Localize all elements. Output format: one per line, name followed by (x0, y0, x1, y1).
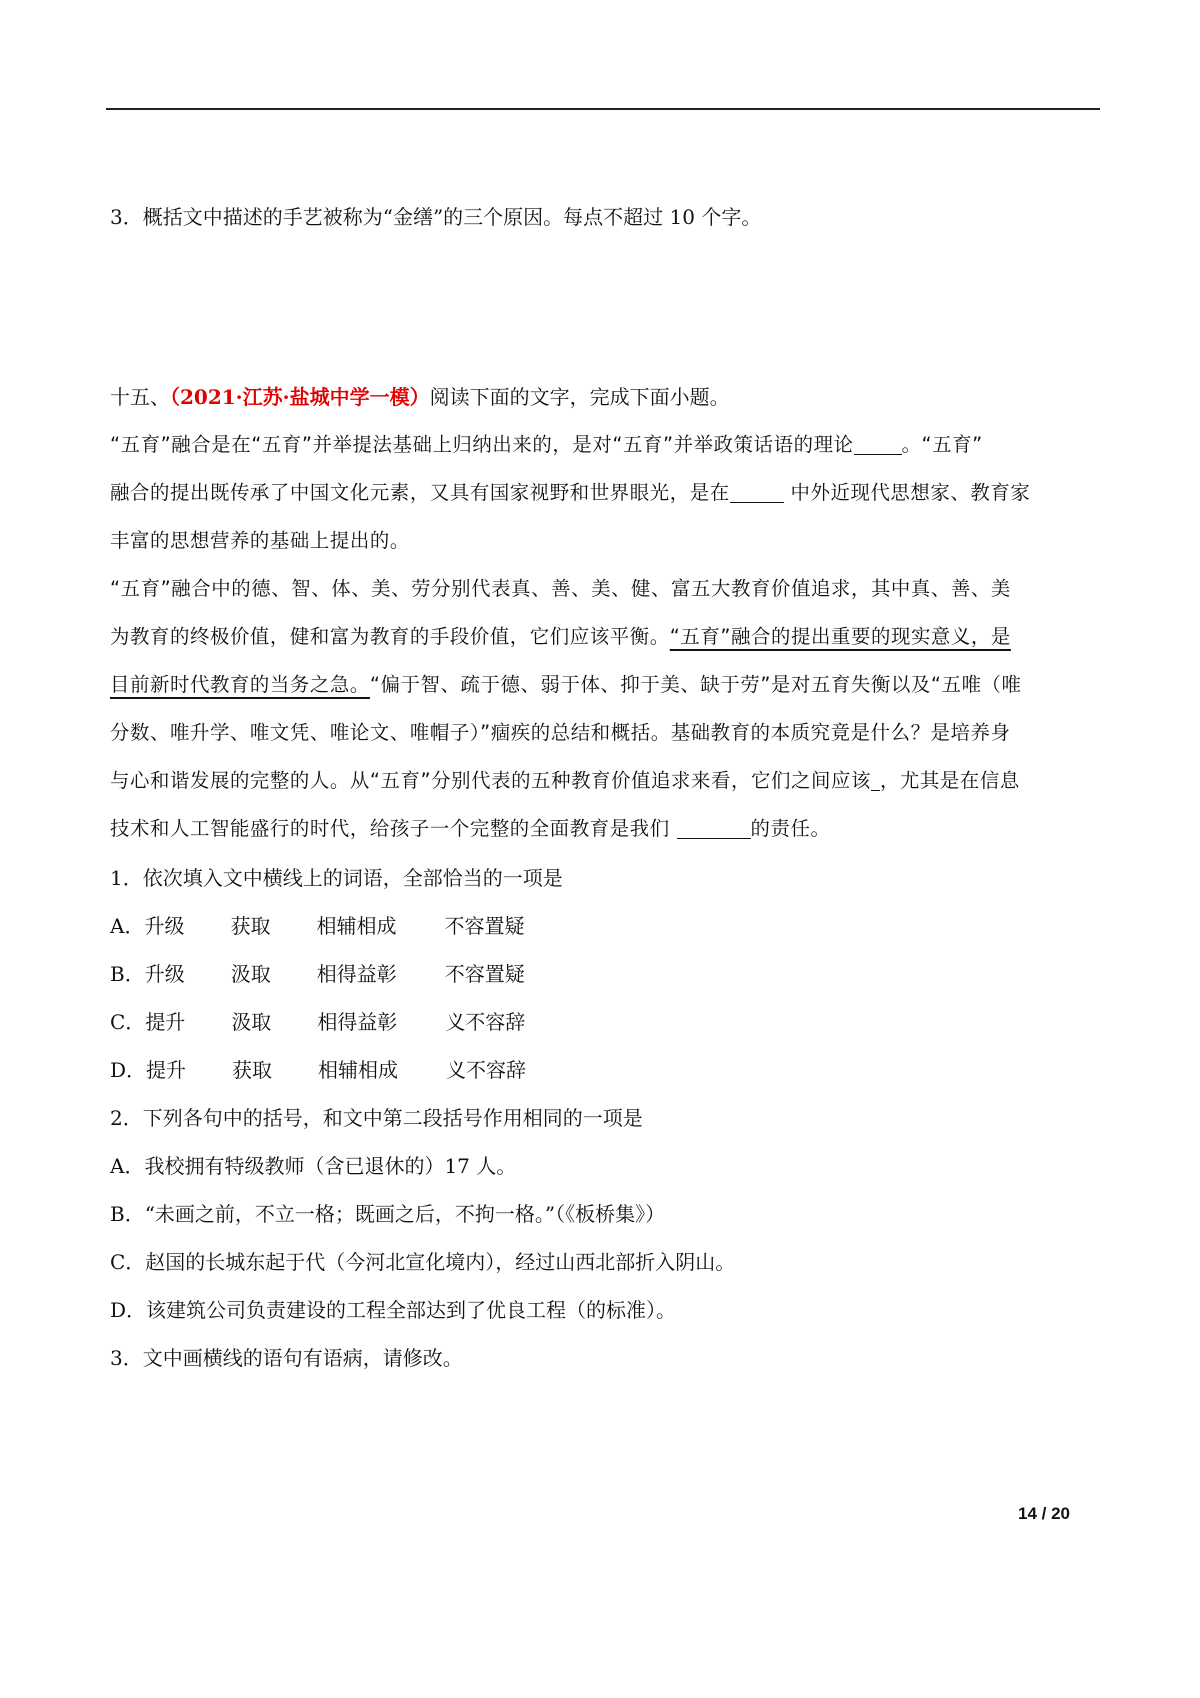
passage-text: 中外近现代思想家、教育家 (783, 481, 1031, 504)
option-word: 义不容辞 (446, 1058, 527, 1082)
passage-text: 为教育的终极价值，健和富为教育的手段价值，它们应该平衡。 (110, 625, 670, 648)
q2-option-b: B．“未画之前，不立一格；既画之后，不拘一格。”（《板桥集》） (110, 1202, 666, 1226)
passage-text: 融合的提出既传承了中国文化元素，又具有国家视野和世界眼光，是在 (110, 481, 730, 504)
option-word: 获取 (230, 914, 271, 938)
option-word: 升级 (144, 962, 185, 986)
question-2-stem: 2．下列各句中的括号，和文中第二段括号作用相同的一项是 (110, 1106, 643, 1130)
option-word: 义不容辞 (445, 1010, 526, 1034)
question-1-stem: 1．依次填入文中横线上的词语，全部恰当的一项是 (110, 866, 563, 890)
section-number: 十五、 (110, 385, 170, 409)
option-word: 升级 (144, 914, 185, 938)
passage-line (110, 815, 1090, 843)
q2-option-c: C．赵国的长城东起于代（今河北宣化境内），经过山西北部折入阴山。 (110, 1250, 736, 1274)
option-word: 相得益彰 (316, 962, 397, 986)
page-number: 14 / 20 (1018, 1504, 1070, 1523)
fill-blank-4 (677, 816, 751, 839)
option-letter: B． (110, 962, 145, 986)
option-word: 不容置疑 (444, 914, 525, 938)
passage-text: “偏于智、疏于德、弱于体、抑于美、缺于劳”是对五育失衡以及“五唯（唯 (369, 673, 1022, 696)
passage-text: ，尤其是在信息 (879, 769, 1020, 792)
option-word: 获取 (232, 1058, 273, 1082)
option-letter: C． (110, 1010, 146, 1034)
option-word: 相得益彰 (317, 1010, 398, 1034)
q1-option-b (110, 960, 525, 988)
header-rule (106, 108, 1100, 110)
q1-option-d (110, 1056, 526, 1084)
passage-line: “五育”融合中的德、智、体、美、劳分别代表真、善、美、健、富五大教育价值追求，其中真、善、美 (110, 577, 1011, 600)
section-heading (110, 383, 730, 411)
underlined-sentence: 目前新时代教育的当务之急。 (110, 673, 370, 696)
passage-text: “五育”融合是在“五育”并举提法基础上归纳出来的，是对“五育”并举政策话语的理论 (110, 433, 854, 456)
option-word: 提升 (145, 1010, 186, 1034)
fill-blank-2 (730, 480, 784, 503)
passage-text: 技术和人工智能盛行的时代，给孩子一个完整的全面教育是我们 (110, 817, 677, 840)
passage-line (110, 623, 1090, 651)
passage-text: 与心和谐发展的完整的人。从“五育”分别代表的五种教育价值追求来看，它们之间应该 (110, 769, 871, 792)
passage-line (110, 431, 1090, 459)
fill-blank-3 (871, 768, 880, 791)
q2-option-a: A．我校拥有特级教师（含已退休的）17 人。 (110, 1154, 517, 1178)
passage-text: 的责任。 (750, 817, 831, 840)
section-instruction: 阅读下面的文字，完成下面小题。 (429, 385, 730, 409)
passage-line (110, 479, 1090, 507)
option-word: 相辅相成 (318, 1058, 399, 1082)
passage-line: 丰富的思想营养的基础上提出的。 (110, 529, 410, 552)
question-3-stem: 3．文中画横线的语句有语病，请修改。 (110, 1346, 463, 1370)
option-word: 提升 (146, 1058, 187, 1082)
passage-line (110, 671, 1090, 699)
option-word: 不容置疑 (444, 962, 525, 986)
q1-option-a (110, 912, 524, 940)
option-letter: A． (110, 914, 145, 938)
prev-question-3: 3．概括文中描述的手艺被称为“金缮”的三个原因。每点不超过 10 个字。 (110, 205, 762, 229)
option-word: 相辅相成 (316, 914, 397, 938)
underlined-sentence: “五育”融合的提出重要的现实意义，是 (669, 625, 1011, 648)
passage-text: 。“五育” (901, 433, 983, 456)
option-letter: D． (110, 1058, 147, 1082)
option-word: 汲取 (231, 1010, 272, 1034)
q2-option-d: D．该建筑公司负责建设的工程全部达到了优良工程（的标准）。 (110, 1298, 677, 1322)
passage-line (110, 767, 1090, 795)
q1-option-c (110, 1008, 525, 1036)
section-source: （2021·江苏·盐城中学一模） (170, 385, 430, 409)
fill-blank-1 (854, 432, 902, 455)
passage-line: 分数、唯升学、唯文凭、唯论文、唯帽子）”痼疾的总结和概括。基础教育的本质究竟是什么？是培养身 (110, 721, 1011, 744)
option-word: 汲取 (230, 962, 271, 986)
